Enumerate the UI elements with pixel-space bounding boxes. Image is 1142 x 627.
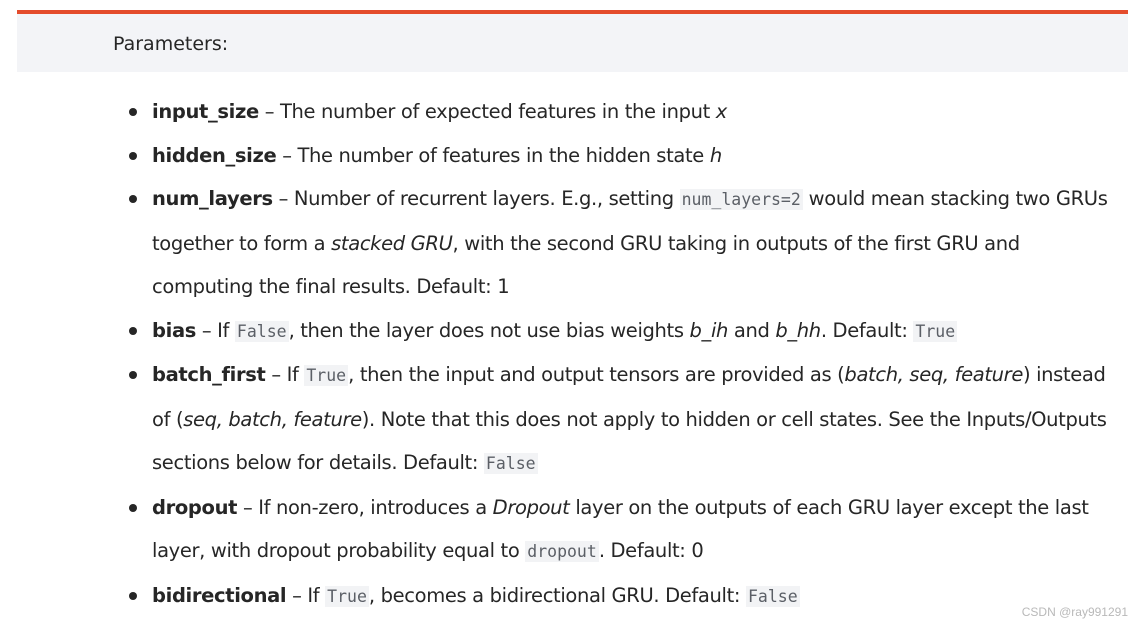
desc-italic: seq, batch, feature — [183, 407, 362, 431]
inline-code: True — [915, 321, 956, 341]
desc-text: ) instead of ( — [152, 363, 1106, 431]
inline-code: dropout — [527, 542, 597, 561]
desc-italic: batch, seq, feature — [844, 363, 1023, 386]
desc-text: The number of expected features in the input — [279, 100, 716, 123]
parameter-list — [124, 90, 1114, 618]
desc-italic: x — [715, 100, 727, 123]
inline-code: False — [485, 454, 536, 473]
desc-text: If non-zero, introduces a — [258, 495, 493, 519]
param-input-size — [124, 90, 1114, 134]
desc-text: The number of features in the hidden state — [297, 143, 710, 167]
parameters-title: Parameters: — [113, 33, 229, 55]
param-num-layers — [124, 177, 1114, 309]
desc-text: If — [307, 583, 326, 607]
inline-code: True — [327, 586, 367, 606]
separator: – — [196, 318, 218, 342]
desc-text: , becomes a bidirectional GRU. Default: — [368, 583, 746, 607]
separator: – — [237, 495, 259, 519]
parameters-header — [17, 14, 1128, 72]
desc-text: ). Note that this does not apply to hidden or cell states. See the Inputs/Outputs sections below for details. Default: — [152, 407, 1107, 474]
watermark: CSDN @ray991291 — [1021, 605, 1128, 619]
desc-italic: b_ih — [689, 318, 729, 342]
desc-text: Number of recurrent layers. E.g., setting — [293, 187, 680, 210]
param-name: batch_first — [152, 363, 266, 386]
desc-italic: b_hh — [775, 318, 821, 342]
param-bidirectional — [124, 574, 1114, 619]
desc-italic: stacked GRU — [331, 231, 453, 255]
desc-text: , then the input and output tensors are provided as ( — [348, 363, 845, 386]
desc-text: would mean stacking two GRUs together to form a — [152, 187, 1108, 255]
desc-italic: h — [709, 143, 722, 167]
separator: – — [265, 363, 287, 386]
inline-code: False — [747, 586, 798, 606]
param-name: input_size — [152, 100, 259, 123]
desc-italic: Dropout — [492, 495, 570, 519]
separator: – — [258, 100, 280, 123]
param-batch-first — [124, 353, 1114, 486]
desc-text: . Default: — [820, 318, 914, 342]
inline-code: num_layers=2 — [681, 190, 801, 209]
param-hidden-size — [124, 134, 1114, 178]
separator: – — [276, 143, 298, 167]
desc-text: , with the second GRU taking in outputs of the first GRU and computing the final results. Default: 1 — [152, 231, 1020, 298]
separator: – — [286, 583, 308, 607]
desc-text: If — [286, 363, 305, 386]
desc-text: layer on the outputs of each GRU layer except the last layer, with dropout probability equal to — [152, 495, 1089, 562]
desc-text: , then the layer does not use bias weights — [288, 318, 690, 342]
param-name: dropout — [152, 495, 238, 519]
desc-text: If — [217, 318, 235, 342]
desc-text: and — [728, 318, 776, 342]
separator: – — [272, 187, 294, 210]
param-name: num_layers — [152, 187, 273, 210]
param-dropout — [124, 486, 1114, 574]
inline-code: False — [236, 321, 287, 341]
inline-code: True — [306, 366, 347, 385]
param-name: bias — [152, 318, 197, 342]
desc-text: . Default: 0 — [598, 539, 704, 562]
param-name: bidirectional — [152, 583, 287, 607]
param-name: hidden_size — [152, 143, 277, 167]
param-bias — [124, 309, 1114, 354]
